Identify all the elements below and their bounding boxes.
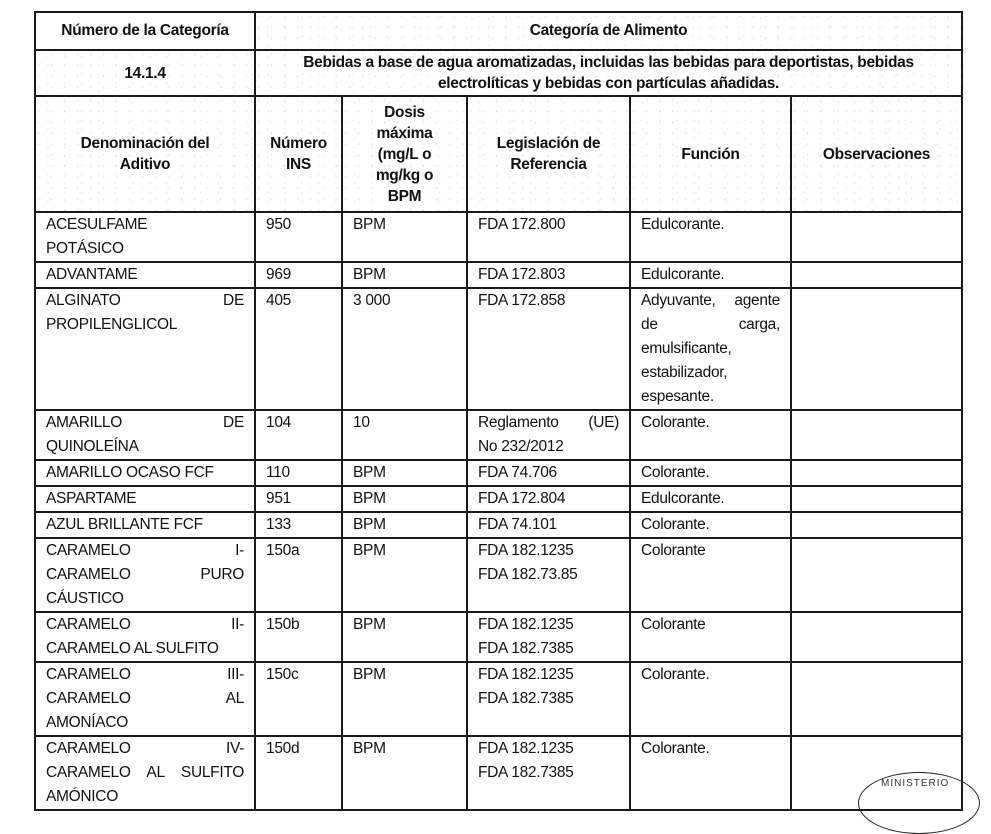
additive-name-line: CARAMELO III-: [46, 666, 244, 683]
observations: [791, 512, 962, 538]
header-row-labels: [35, 12, 962, 50]
category-number-label: Número de la Categoría: [35, 12, 255, 50]
reference-legislation-line: FDA 74.706: [478, 464, 557, 481]
reference-legislation: [467, 612, 630, 662]
additive-name-line: CARAMELO IV-: [46, 740, 244, 757]
reference-legislation: [467, 736, 630, 810]
table-row: [35, 662, 962, 736]
col-header-dose-line: (mg/L o: [377, 145, 432, 163]
additive-name-line: CARAMELO PURO: [46, 566, 244, 583]
col-header-observations: Observaciones: [791, 96, 962, 212]
additive-name-line: QUINOLEÍNA: [46, 438, 139, 455]
col-header-name-line: Denominación del: [80, 135, 210, 152]
col-header-legislation-line: Referencia: [510, 156, 587, 173]
table-row: [35, 512, 962, 538]
max-dose: BPM: [342, 486, 467, 512]
col-header-ins: [255, 96, 342, 212]
function-line: Colorante.: [641, 740, 710, 757]
ins-number: 110: [255, 460, 342, 486]
col-header-dose-line: máxima: [376, 124, 433, 142]
reference-legislation: [467, 662, 630, 736]
observations: [791, 262, 962, 288]
observations: [791, 460, 962, 486]
max-dose: BPM: [342, 538, 467, 612]
function-line: Colorante.: [641, 414, 710, 431]
max-dose: BPM: [342, 212, 467, 262]
observations: [791, 486, 962, 512]
max-dose: BPM: [342, 512, 467, 538]
function: [630, 612, 791, 662]
reference-legislation-line: FDA 172.800: [478, 216, 566, 233]
function: [630, 410, 791, 460]
additive-name: [35, 538, 255, 612]
table-row: [35, 460, 962, 486]
observations: [791, 662, 962, 736]
observations: [791, 410, 962, 460]
table-row: [35, 262, 962, 288]
additive-name-line: CARAMELO AL SULFITO: [46, 640, 219, 657]
ins-number: 405: [255, 288, 342, 410]
function: [630, 512, 791, 538]
function: [630, 288, 791, 410]
col-header-dose: [342, 96, 467, 212]
reference-legislation: [467, 288, 630, 410]
reference-legislation-line: FDA 182.1235: [478, 542, 574, 559]
function-line: Colorante.: [641, 464, 710, 481]
reference-legislation-line: FDA 182.73.85: [478, 566, 578, 583]
stamp-text: MINISTERIO: [881, 778, 950, 789]
additive-name: [35, 410, 255, 460]
table-row: [35, 538, 962, 612]
max-dose: 3 000: [342, 288, 467, 410]
reference-legislation-line: FDA 182.1235: [478, 666, 574, 683]
observations: [791, 212, 962, 262]
reference-legislation: [467, 486, 630, 512]
additive-name-line: CARAMELO AL: [46, 690, 244, 707]
additives-table: [34, 11, 963, 811]
table-row: [35, 288, 962, 410]
additive-name: [35, 460, 255, 486]
reference-legislation: [467, 538, 630, 612]
table-row: [35, 486, 962, 512]
additive-name-line: ADVANTAME: [46, 266, 138, 283]
max-dose: BPM: [342, 262, 467, 288]
col-header-legislation-line: Legislación de: [496, 135, 601, 152]
additive-name-line: AMARILLO OCASO FCF: [46, 464, 214, 481]
function-line: Adyuvante, agente: [641, 292, 780, 309]
ins-number: 969: [255, 262, 342, 288]
function-line: espesante.: [641, 388, 714, 405]
table-row: [35, 212, 962, 262]
function: [630, 460, 791, 486]
observations: [791, 612, 962, 662]
ins-number: 951: [255, 486, 342, 512]
function-line: de carga,: [641, 316, 780, 333]
ins-number: 150a: [255, 538, 342, 612]
additive-name: [35, 262, 255, 288]
reference-legislation: [467, 460, 630, 486]
reference-legislation: [467, 512, 630, 538]
reference-legislation: [467, 262, 630, 288]
col-header-dose-line: mg/kg o: [375, 166, 434, 184]
reference-legislation-line: FDA 182.7385: [478, 640, 574, 657]
food-category-label: Categoría de Alimento: [255, 12, 962, 50]
max-dose: BPM: [342, 736, 467, 810]
additive-name: [35, 662, 255, 736]
additive-name-line: AZUL BRILLANTE FCF: [46, 516, 203, 533]
reference-legislation-line: FDA 182.7385: [478, 764, 574, 781]
reference-legislation-line: FDA 172.858: [478, 292, 566, 309]
reference-legislation-line: FDA 182.7385: [478, 690, 574, 707]
reference-legislation-line: Reglamento (UE): [478, 414, 619, 431]
col-header-name-line: Aditivo: [119, 156, 171, 173]
max-dose: BPM: [342, 612, 467, 662]
function-line: Colorante.: [641, 666, 710, 683]
function-line: Edulcorante.: [641, 490, 725, 507]
function: [630, 262, 791, 288]
ins-number: 150c: [255, 662, 342, 736]
col-header-function: Función: [630, 96, 791, 212]
additive-name-line: ALGINATO DE: [46, 292, 244, 309]
additive-name-line: CARAMELO AL SULFITO: [46, 764, 244, 781]
col-header-legislation: [467, 96, 630, 212]
additive-name: [35, 212, 255, 262]
reference-legislation-line: FDA 182.1235: [478, 616, 574, 633]
observations: [791, 538, 962, 612]
additive-name: [35, 512, 255, 538]
additive-name: [35, 486, 255, 512]
additive-name-line: POTÁSICO: [46, 240, 124, 257]
header-row-values: [35, 50, 962, 96]
reference-legislation-line: No 232/2012: [478, 438, 564, 455]
additive-name: [35, 288, 255, 410]
function: [630, 662, 791, 736]
table-row: [35, 736, 962, 810]
ins-number: 950: [255, 212, 342, 262]
observations: [791, 288, 962, 410]
reference-legislation-line: FDA 172.803: [478, 266, 566, 283]
additive-name-line: CARAMELO II-: [46, 616, 244, 633]
additive-name-line: AMARILLO DE: [46, 414, 244, 431]
reference-legislation-line: FDA 74.101: [478, 516, 557, 533]
col-header-ins-line: INS: [286, 156, 311, 173]
function-line: Colorante: [641, 616, 706, 633]
table-row: [35, 612, 962, 662]
ins-number: 104: [255, 410, 342, 460]
function-line: Edulcorante.: [641, 216, 725, 233]
max-dose: 10: [342, 410, 467, 460]
category-number: 14.1.4: [35, 50, 255, 96]
additive-name-line: PROPILENGLICOL: [46, 316, 178, 333]
additive-name: [35, 736, 255, 810]
max-dose: BPM: [342, 662, 467, 736]
function-line: Colorante.: [641, 516, 710, 533]
ins-number: 150d: [255, 736, 342, 810]
additive-name-line: CÁUSTICO: [46, 590, 124, 607]
additive-name-line: ASPARTAME: [46, 490, 137, 507]
additive-name-line: AMÓNICO: [46, 788, 118, 805]
col-header-name: [35, 96, 255, 212]
table-row: [35, 410, 962, 460]
function-line: emulsificante,: [641, 340, 732, 357]
additive-name-line: ACESULFAME: [46, 216, 148, 233]
ins-number: 150b: [255, 612, 342, 662]
category-description: Bebidas a base de agua aromatizadas, incluidas las bebidas para deportistas, bebidas electrolíticas y bebidas con partículas añadidas.: [255, 50, 962, 96]
function-line: Colorante: [641, 542, 706, 559]
ins-number: 133: [255, 512, 342, 538]
max-dose: BPM: [342, 460, 467, 486]
function: [630, 486, 791, 512]
function: [630, 538, 791, 612]
reference-legislation: [467, 410, 630, 460]
col-header-ins-line: Número: [270, 135, 327, 152]
col-header-dose-line: BPM: [387, 187, 422, 205]
reference-legislation: [467, 212, 630, 262]
col-header-dose-line: Dosis: [384, 103, 425, 121]
function: [630, 736, 791, 810]
function-line: Edulcorante.: [641, 266, 725, 283]
function: [630, 212, 791, 262]
additive-name-line: AMONÍACO: [46, 714, 128, 731]
reference-legislation-line: FDA 172.804: [478, 490, 566, 507]
official-stamp: [858, 772, 980, 834]
column-header-row: [35, 96, 962, 212]
additive-name-line: CARAMELO I-: [46, 542, 244, 559]
reference-legislation-line: FDA 182.1235: [478, 740, 574, 757]
additive-name: [35, 612, 255, 662]
function-line: estabilizador,: [641, 364, 728, 381]
